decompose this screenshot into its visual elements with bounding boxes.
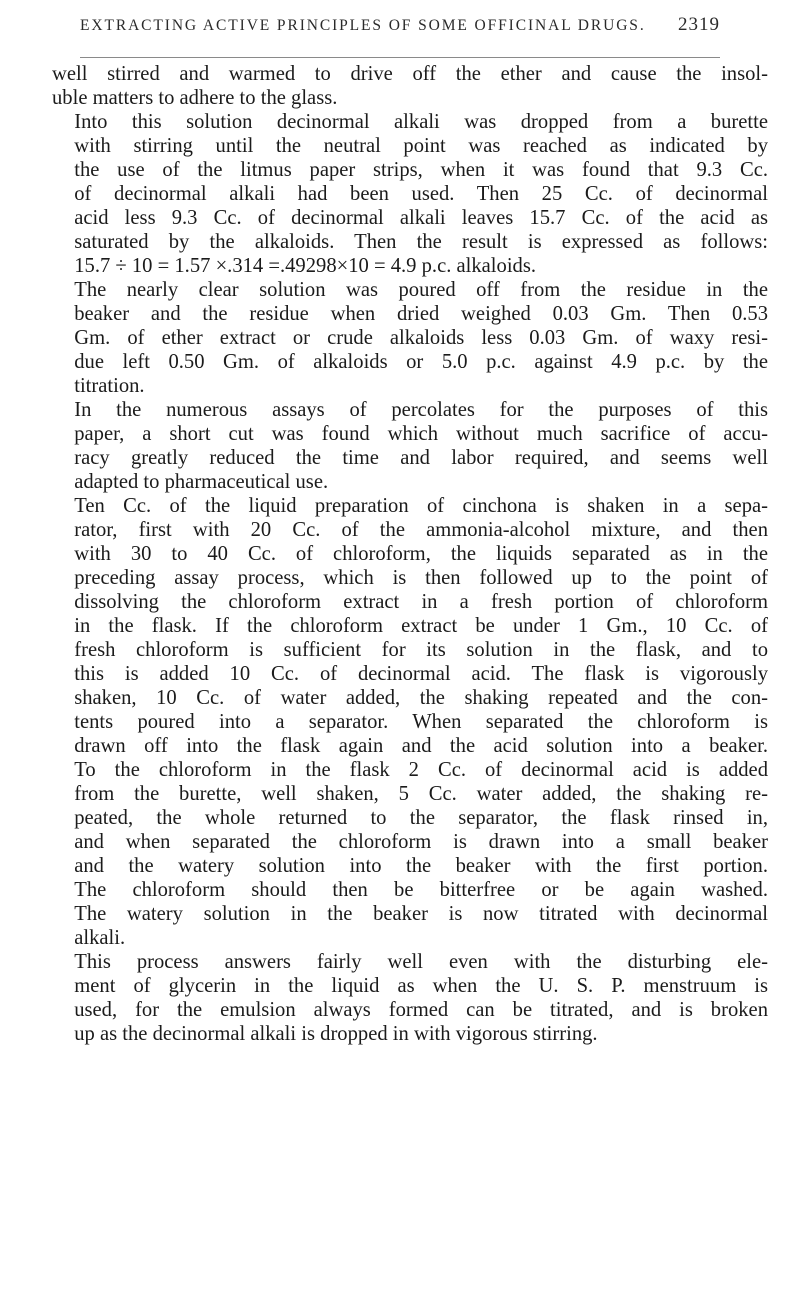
text-line: of decinormal alkali had been used. Then 25 Cc. of decinormal (74, 183, 768, 205)
body-text (52, 62, 768, 1046)
paragraph (52, 950, 768, 1046)
text-line: Gm. of ether extract or crude alkaloids less 0.03 Gm. of waxy resi- (74, 327, 768, 349)
text-line: dissolving the chloroform extract in a fresh portion of chloroform (74, 591, 768, 613)
paragraph (52, 278, 768, 398)
text-line: well stirred and warmed to drive off the ether and cause the insol- (52, 63, 768, 85)
text-line: beaker and the residue when dried weighed 0.03 Gm. Then 0.53 (74, 303, 768, 325)
text-line: with 30 to 40 Cc. of chloroform, the liquids separated as in the (74, 543, 768, 565)
text-line: alkali. (74, 927, 126, 949)
header-rule (80, 57, 720, 58)
text-line: with stirring until the neutral point was reached as indicated by (74, 135, 768, 157)
text-line: rator, first with 20 Cc. of the ammonia-alcohol mixture, and then (74, 519, 768, 541)
text-line: titration. (74, 375, 145, 397)
text-line: in the flask. If the chloroform extract be under 1 Gm., 10 Cc. of (74, 615, 768, 637)
text-line: The chloroform should then be bitterfree or be again washed. (74, 879, 768, 901)
text-line: acid less 9.3 Cc. of decinormal alkali leaves 15.7 Cc. of the acid as (74, 207, 768, 229)
text-line: Into this solution decinormal alkali was dropped from a burette (74, 111, 768, 133)
text-line: up as the decinormal alkali is dropped in with vigorous stirring. (74, 1023, 598, 1045)
text-line: The nearly clear solution was poured off from the residue in the (74, 279, 768, 301)
text-line: peated, the whole returned to the separator, the flask rinsed in, (74, 807, 768, 829)
running-head (80, 14, 720, 44)
paragraph (52, 494, 768, 950)
text-line: and the watery solution into the beaker with the first portion. (74, 855, 768, 877)
text-line: and when separated the chloroform is drawn into a small beaker (74, 831, 768, 853)
text-line: 15.7 ÷ 10 = 1.57 ×.314 =.49298×10 = 4.9 p.c. alkaloids. (74, 255, 537, 277)
paragraph (52, 62, 768, 110)
text-line: saturated by the alkaloids. Then the result is expressed as follows: (74, 231, 768, 253)
paragraph (52, 110, 768, 278)
text-line: ment of glycerin in the liquid as when the U. S. P. menstruum is (74, 975, 768, 997)
text-line: The watery solution in the beaker is now titrated with decinormal (74, 903, 768, 925)
text-line: shaken, 10 Cc. of water added, the shaking repeated and the con- (74, 687, 768, 709)
text-line: this is added 10 Cc. of decinormal acid. The flask is vigorously (74, 663, 768, 685)
text-line: uble matters to adhere to the glass. (52, 87, 338, 109)
text-line: preceding assay process, which is then followed up to the point of (74, 567, 768, 589)
text-line: paper, a short cut was found which without much sacrifice of accu- (74, 423, 768, 445)
text-line: Ten Cc. of the liquid preparation of cinchona is shaken in a sepa- (74, 495, 768, 517)
text-line: fresh chloroform is sufficient for its solution in the flask, and to (74, 639, 768, 661)
text-line: drawn off into the flask again and the acid solution into a beaker. (74, 735, 768, 757)
text-line: To the chloroform in the flask 2 Cc. of decinormal acid is added (74, 759, 768, 781)
text-line: This process answers fairly well even with the disturbing ele- (74, 951, 768, 973)
text-line: due left 0.50 Gm. of alkaloids or 5.0 p.c. against 4.9 p.c. by the (74, 351, 768, 373)
text-line: adapted to pharmaceutical use. (74, 471, 329, 493)
running-title: EXTRACTING ACTIVE PRINCIPLES OF SOME OFFICINAL DRUGS. (80, 17, 646, 34)
text-line: In the numerous assays of percolates for the purposes of this (74, 399, 768, 421)
paragraph (52, 398, 768, 494)
text-line: tents poured into a separator. When separated the chloroform is (74, 711, 768, 733)
text-line: from the burette, well shaken, 5 Cc. water added, the shaking re- (74, 783, 768, 805)
text-line: the use of the litmus paper strips, when it was found that 9.3 Cc. (74, 159, 768, 181)
text-line: used, for the emulsion always formed can be titrated, and is broken (74, 999, 768, 1021)
page-number: 2319 (678, 14, 720, 35)
text-line: racy greatly reduced the time and labor required, and seems well (74, 447, 768, 469)
